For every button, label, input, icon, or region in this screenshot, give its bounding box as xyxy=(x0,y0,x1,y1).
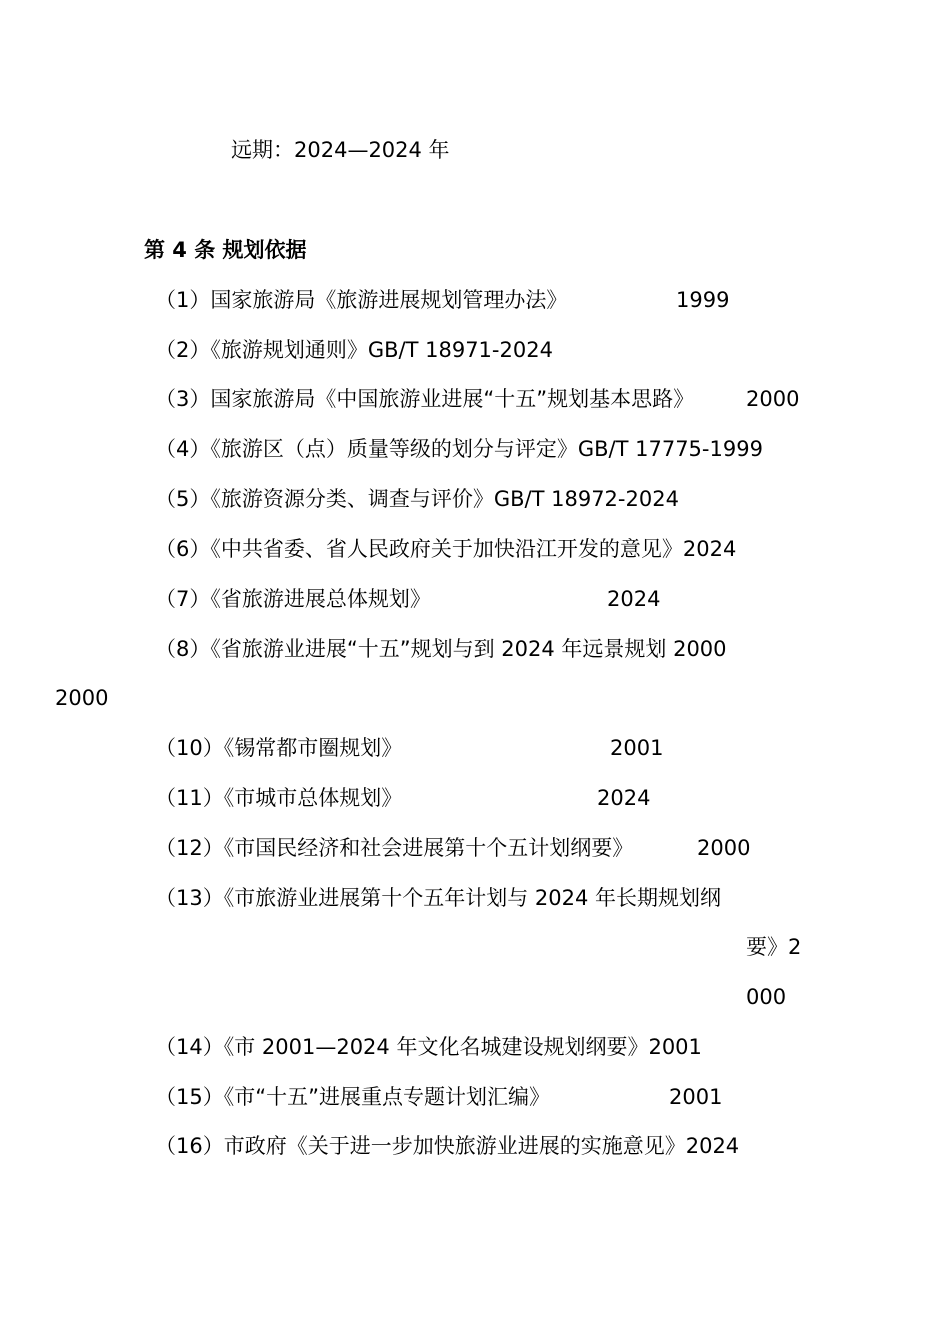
list-item: （15）《市“十五”进展重点专题计划汇编》 xyxy=(155,1085,550,1109)
list-item-year: 2001 xyxy=(610,736,664,760)
list-item: （13）《市旅游业进展第十个五年计划与 2024 年长期规划纲 xyxy=(155,886,722,910)
list-item: （5）《旅游资源分类、调查与评价》GB/T 18972-2024 xyxy=(155,487,679,511)
list-item: （11）《市城市总体规划》 xyxy=(155,786,403,810)
list-item-year: 2000 xyxy=(746,387,800,411)
list-item: （1）国家旅游局《旅游进展规划管理办法》 xyxy=(155,288,568,312)
list-item: （12）《市国民经济和社会进展第十个五计划纲要》 xyxy=(155,836,634,860)
list-item-year: 2024 xyxy=(597,786,651,810)
list-item-continuation: 000 xyxy=(746,985,787,1009)
list-item: （16）市政府《关于进一步加快旅游业进展的实施意见》2024 xyxy=(155,1134,740,1158)
list-item-continuation: 要》2 xyxy=(746,935,802,959)
period-line: 远期：2024—2024 年 xyxy=(231,138,450,162)
list-item-year: 1999 xyxy=(676,288,730,312)
list-item: （6）《中共省委、省人民政府关于加快沿江开发的意见》2024 xyxy=(155,537,737,561)
list-item: （8）《省旅游业进展“十五”规划与到 2024 年远景规划 2000 xyxy=(155,637,727,661)
list-item-year: 2024 xyxy=(607,587,661,611)
section-heading: 第 4 条 规划依据 xyxy=(144,238,307,262)
list-item: （7）《省旅游进展总体规划》 xyxy=(155,587,431,611)
list-item-continuation: 2000 xyxy=(55,686,109,710)
list-item: （2）《旅游规划通则》GB/T 18971-2024 xyxy=(155,338,553,362)
list-item: （10）《锡常都市圈规划》 xyxy=(155,736,403,760)
list-item: （14）《市 2001—2024 年文化名城建设规划纲要》2001 xyxy=(155,1035,702,1059)
list-item: （4）《旅游区（点）质量等级的划分与评定》GB/T 17775-1999 xyxy=(155,437,763,461)
list-item: （3）国家旅游局《中国旅游业进展“十五”规划基本思路》 xyxy=(155,387,695,411)
list-item-year: 2001 xyxy=(669,1085,723,1109)
list-item-year: 2000 xyxy=(697,836,751,860)
